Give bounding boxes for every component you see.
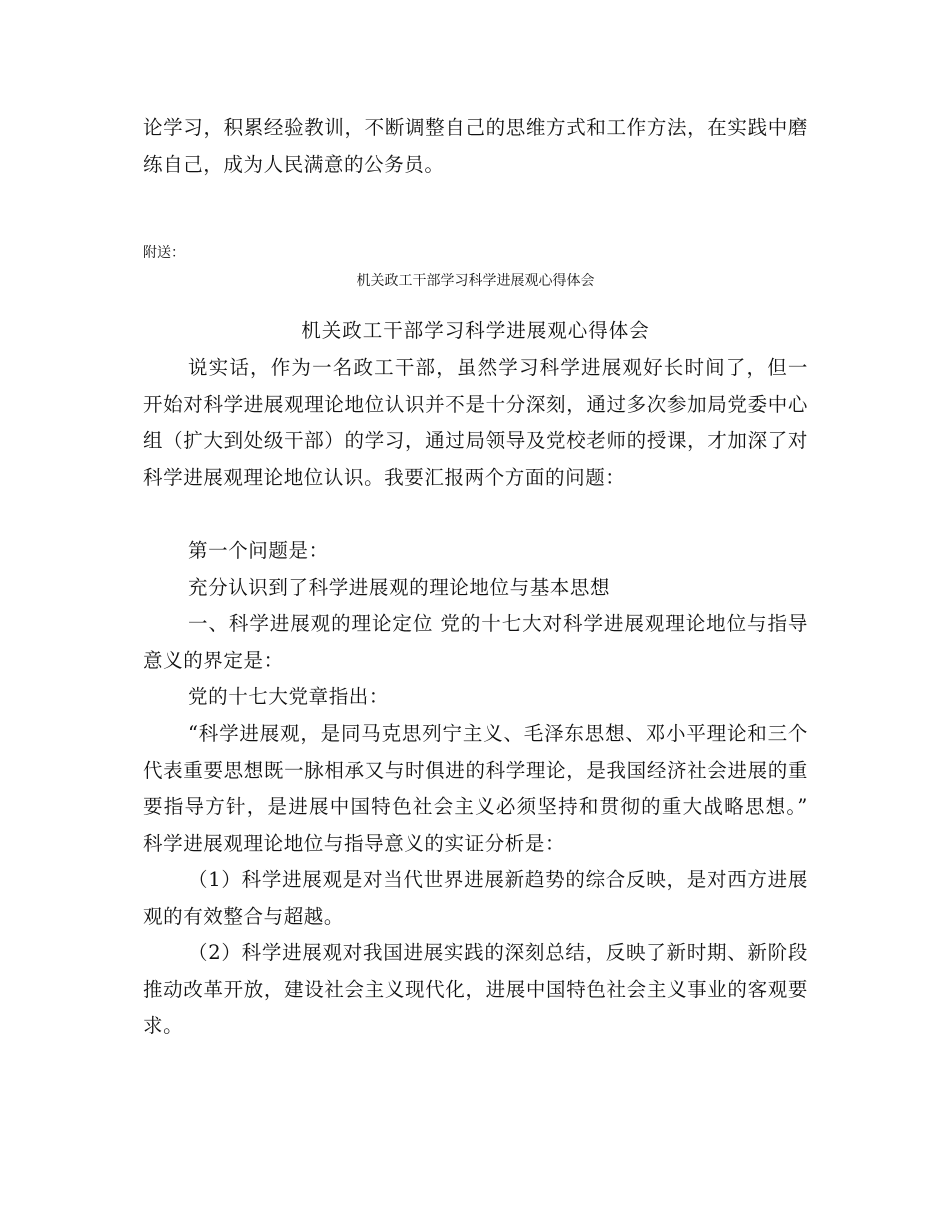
paragraph-quote: “科学进展观，是同马克思列宁主义、毛泽东思想、邓小平理论和三个代表重要思想既一脉相承又与时俱进的科学理论，是我国经济社会进展的重要指导方针，是进展中国特色社会主义必须坚持和贯彻的重大战略思想。” 科学进展观理论地位与指导意义的实证分析是： [143,722,808,855]
paragraph-intro: 说实话，作为一名政工干部，虽然学习科学进展观好长时间了，但一开始对科学进展观理论地位认识并不是十分深刻，通过多次参加局党委中心组（扩大到处级干部）的学习，通过局领导及党校老师的授课，才加深了对科学进展观理论地位认识。我要汇报两个方面的问题： [143,356,808,489]
paragraph-point-1: （1）科学进展观是对当代世界进展新趋势的综合反映，是对西方进展观的有效整合与超越。 [143,868,808,928]
paragraph-party-charter: 党的十七大党章指出： [188,685,390,708]
appendix-small-title: 机关政工干部学习科学进展观心得体会 [356,273,595,289]
paragraph-first-question: 第一个问题是： [188,539,329,562]
continuation-paragraph: 论学习，积累经验教训，不断调整自己的思维方式和工作方法，在实践中磨练自己，成为人民满意的公务员。 [143,116,808,176]
appendix-label: 附送： [143,245,185,261]
article-title: 机关政工干部学习科学进展观心得体会 [301,319,650,342]
paragraph-point-2: （2）科学进展观对我国进展实践的深刻总结，反映了新时期、新阶段推动改革开放，建设社会主义现代化，进展中国特色社会主义事业的客观要求。 [143,941,808,1037]
paragraph-section-one: 一、科学进展观的理论定位 党的十七大对科学进展观理论地位与指导意义的界定是： [143,612,808,672]
paragraph-heading-theory: 充分认识到了科学进展观的理论地位与基本思想 [188,576,611,599]
